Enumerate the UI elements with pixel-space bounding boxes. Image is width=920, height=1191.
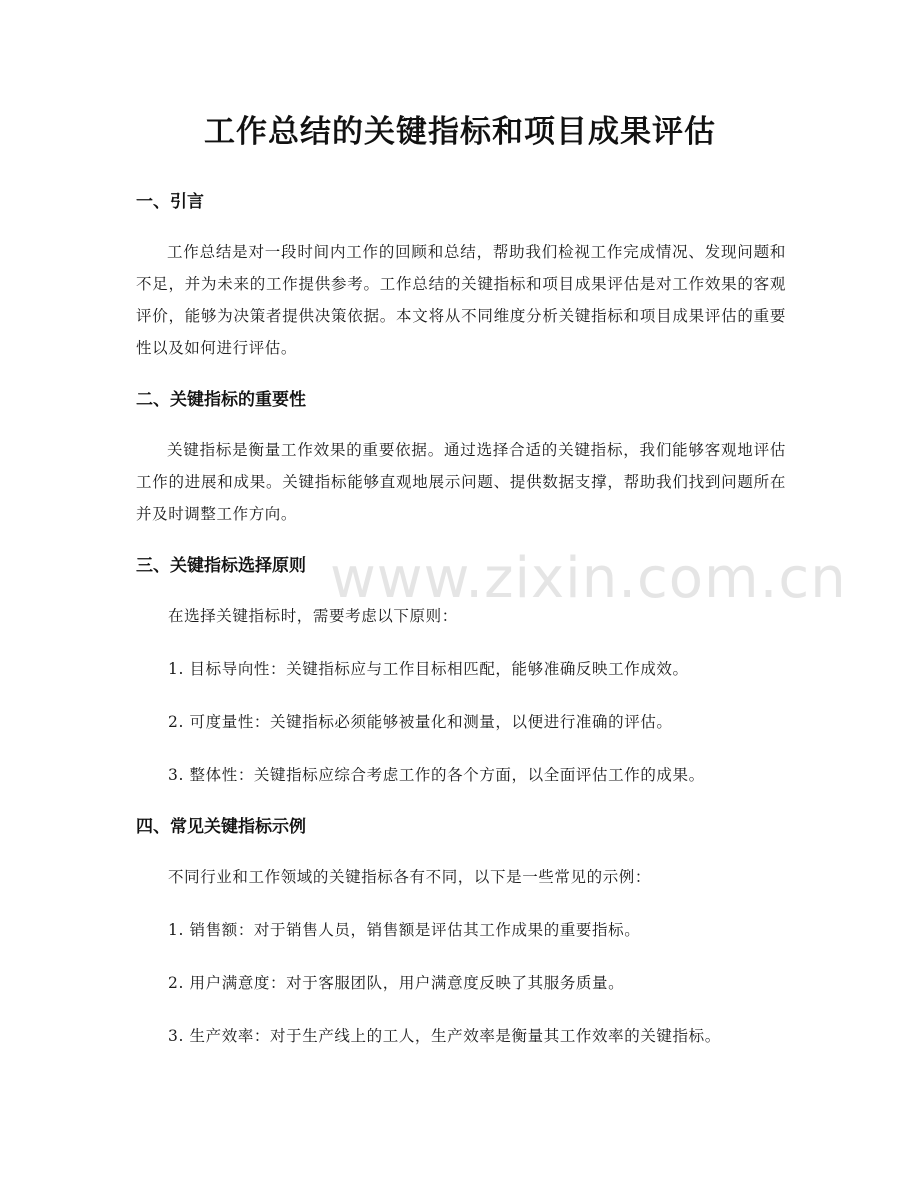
section-heading-examples: 四、常见关键指标示例 xyxy=(136,817,306,837)
list-item: 3. 整体性：关键指标应综合考虑工作的各个方面，以全面评估工作的成果。 xyxy=(168,766,705,784)
list-item: 2. 可度量性：关键指标必须能够被量化和测量，以便进行准确的评估。 xyxy=(168,713,673,731)
principles-intro: 在选择关键指标时，需要考虑以下原则： xyxy=(168,607,458,625)
watermark-text: www.zixin.com.cn xyxy=(330,546,847,611)
document-title: 工作总结的关键指标和项目成果评估 xyxy=(204,114,716,150)
list-item: 3. 生产效率：对于生产线上的工人，生产效率是衡量其工作效率的关键指标。 xyxy=(168,1027,721,1045)
document-body xyxy=(136,182,786,1052)
section-paragraph-importance: 关键指标是衡量工作效果的重要依据。通过选择合适的关键指标，我们能够客观地评估工作的进展和成果。关键指标能够直观地展示问题、提供数据支撑，帮助我们找到问题所在并及时调整工作方向。 xyxy=(136,441,786,523)
section-heading-importance: 二、关键指标的重要性 xyxy=(136,390,306,410)
section-heading-introduction: 一、引言 xyxy=(136,192,204,212)
list-item: 1. 目标导向性：关键指标应与工作目标相匹配，能够准确反映工作成效。 xyxy=(168,660,689,678)
section-paragraph-introduction: 工作总结是对一段时间内工作的回顾和总结，帮助我们检视工作完成情况、发现问题和不足，并为未来的工作提供参考。工作总结的关键指标和项目成果评估是对工作效果的客观评价，能够为决策者提供决策依据。本文将从不同维度分析关键指标和项目成果评估的重要性以及如何进行评估。 xyxy=(136,243,786,357)
examples-intro: 不同行业和工作领域的关键指标各有不同，以下是一些常见的示例： xyxy=(168,868,652,886)
list-item: 2. 用户满意度：对于客服团队，用户满意度反映了其服务质量。 xyxy=(168,974,625,992)
list-item: 1. 销售额：对于销售人员，销售额是评估其工作成果的重要指标。 xyxy=(168,921,641,939)
section-heading-principles: 三、关键指标选择原则 xyxy=(136,556,306,576)
